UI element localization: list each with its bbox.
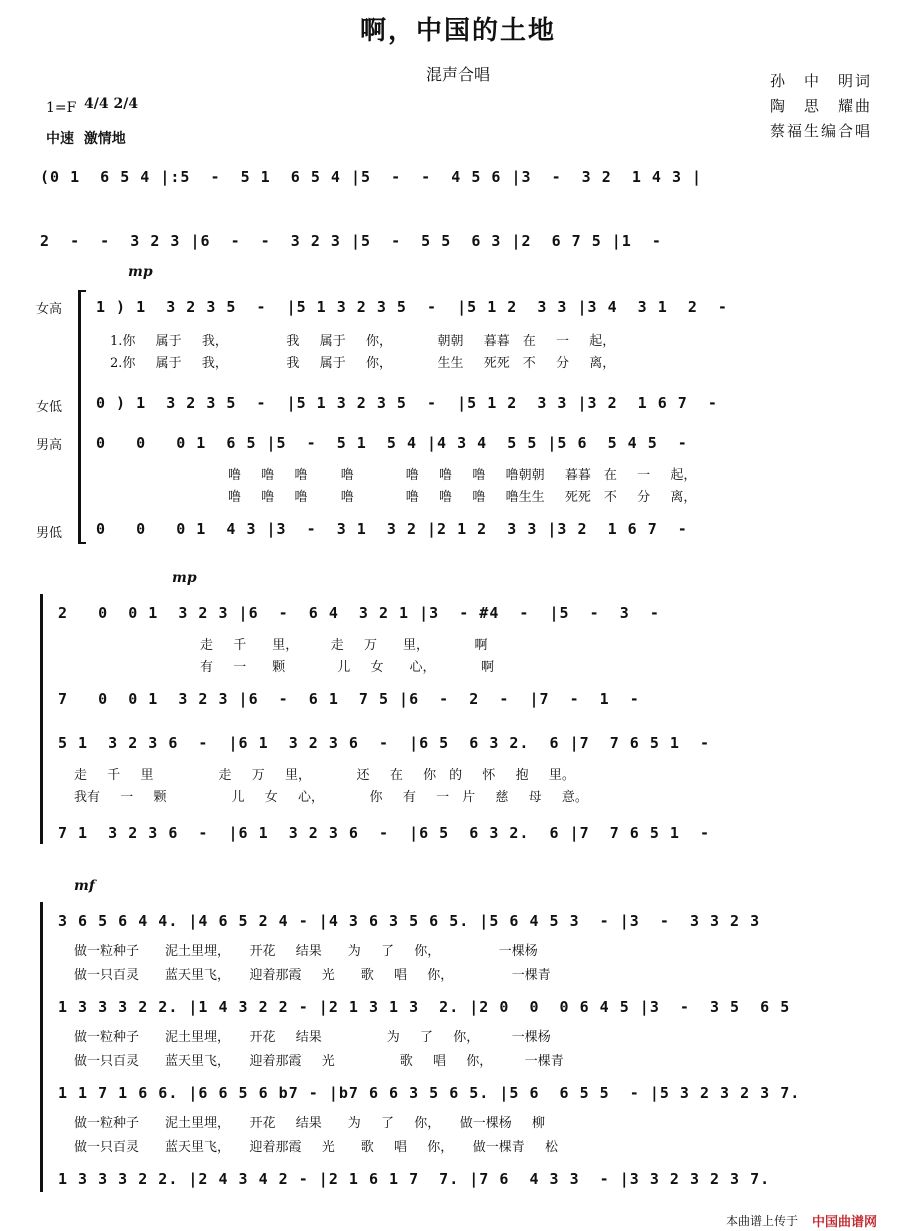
footer-text: 本曲谱上传于 <box>726 1214 799 1228</box>
site-logo[interactable]: 中国曲谱网 <box>812 1215 878 1230</box>
sys1-bass: 0 0 0 1 4 3 |3 - 3 1 3 2 |2 1 2 3 3 |3 2 1 6 7 - <box>96 520 688 538</box>
arranger-credit: 蔡福生编合唱 <box>770 122 873 140</box>
dynamic-mp-1: mp <box>128 264 153 280</box>
dynamic-mf: mf <box>74 878 95 894</box>
part-label-soprano: 女高 <box>36 302 63 317</box>
sys1-soprano: 1 ) 1 3 2 3 5 - |5 1 3 2 3 5 - |5 1 2 3 3 |3 4 3 1 2 - <box>96 298 728 316</box>
sys1-alto: 0 ) 1 3 2 3 5 - |5 1 3 2 3 5 - |5 1 2 3 3 |3 2 1 6 7 - <box>96 394 718 412</box>
sys1-lyric-2: 2.你 属于 我， 我 属于 你， 生生 死死 不 分 离， <box>110 356 616 371</box>
sys1-lyric-1: 1.你 属于 我， 我 属于 你， 朝朝 暮暮 在 一 起， <box>110 334 616 349</box>
sys2-soprano: 2 0 0 1 3 2 3 |6 - 6 4 3 2 1 |3 - #4 - |5 - 3 - <box>58 604 660 622</box>
time-signature: 4/4 2/4 <box>84 96 139 112</box>
sys3-soprano: 3 6 5 6 4 4. |4 6 5 2 4 - |4 3 6 3 5 6 5. |5 6 4 5 3 - |3 - 3 3 2 3 <box>58 912 761 930</box>
sys2-tenor-lyric-1: 走 千 里 走 万 里， 还 在 你 的 怀 抱 里。 <box>74 768 575 783</box>
sys2-bass: 7 1 3 2 3 6 - |6 1 3 2 3 6 - |6 5 6 3 2. 6 |7 7 6 5 1 - <box>58 824 710 842</box>
key-signature: 1=F <box>46 100 77 116</box>
part-label-alto: 女低 <box>36 400 63 415</box>
sys3-alto-lyric-1: 做一粒种子 泥土里埋， 开花 结果 为 了 你， 一棵杨 <box>74 1030 551 1045</box>
intro-line-2: 2 - - 3 2 3 |6 - - 3 2 3 |5 - 5 5 6 3 |2 6 7 5 |1 - <box>40 232 662 250</box>
tempo-marking: 中速 激情地 <box>46 131 126 147</box>
sys3-tenor-lyric-1: 做一粒种子 泥土里埋， 开花 结果 为 了 你， 做一棵杨 柳 <box>74 1116 546 1131</box>
sys2-tenor-lyric-2: 我有 一 颗 儿 女 心， 你 有 一 片 慈 母 意。 <box>74 790 588 805</box>
sys3-alto-lyric-2: 做一只百灵 蓝天里飞， 迎着那霞 光 歌 唱 你， 一棵青 <box>74 1054 564 1069</box>
dynamic-mp-2: mp <box>172 570 197 586</box>
sys1-tenor-lyric-1: 噜 噜 噜 噜 噜 噜 噜 噜朝朝 暮暮 在 一 起， <box>228 468 697 483</box>
sys3-lyric-1: 做一粒种子 泥土里埋， 开花 结果 为 了 你， 一棵杨 <box>74 944 538 959</box>
part-label-tenor: 男高 <box>36 438 63 453</box>
system-bracket-2 <box>40 594 43 844</box>
sys3-lyric-2: 做一只百灵 蓝天里飞， 迎着那霞 光 歌 唱 你， 一棵青 <box>74 968 551 983</box>
page-title: 啊，中国的土地 <box>359 16 556 46</box>
sys2-lyric-1: 走 千 里， 走 万 里， 啊 <box>200 638 488 653</box>
sys1-tenor: 0 0 0 1 6 5 |5 - 5 1 5 4 |4 3 4 5 5 |5 6 5 4 5 - <box>96 434 688 452</box>
sys3-tenor-lyric-2: 做一只百灵 蓝天里飞， 迎着那霞 光 歌 唱 你， 做一棵青 松 <box>74 1140 559 1155</box>
sys2-tenor: 5 1 3 2 3 6 - |6 1 3 2 3 6 - |6 5 6 3 2. 6 |7 7 6 5 1 - <box>58 734 710 752</box>
sys3-bass: 1 3 3 3 2 2. |2 4 3 4 2 - |2 1 6 1 7 7. |7 6 4 3 3 - |3 3 2 3 2 3 7. <box>58 1170 771 1188</box>
composer-credit: 陶 思 耀曲 <box>770 97 873 115</box>
system-bracket-3 <box>40 902 43 1192</box>
system-bracket-1 <box>78 290 86 544</box>
sys1-tenor-lyric-2: 噜 噜 噜 噜 噜 噜 噜 噜生生 死死 不 分 离， <box>228 490 697 505</box>
sys3-alto: 1 3 3 3 2 2. |1 4 3 2 2 - |2 1 3 1 3 2. |2 0 0 0 6 4 5 |3 - 3 5 6 5 <box>58 998 791 1016</box>
sys3-tenor: 1 1 7 1 6 6. |6 6 5 6 b7 - |b7 6 6 3 5 6 5. |5 6 6 5 5 - |5 3 2 3 2 3 7. <box>58 1084 801 1102</box>
part-label-bass: 男低 <box>36 526 63 541</box>
intro-line-1: (0 1 6 5 4 |:5 - 5 1 6 5 4 |5 - - 4 5 6 |3 - 3 2 1 4 3 | <box>40 168 703 186</box>
lyricist-credit: 孙 中 明词 <box>770 72 873 90</box>
sys2-alto: 7 0 0 1 3 2 3 |6 - 6 1 7 5 |6 - 2 - |7 - 1 - <box>58 690 640 708</box>
page-subtitle: 混声合唱 <box>425 65 490 84</box>
sys2-lyric-2: 有 一 颗 儿 女 心， 啊 <box>200 660 495 675</box>
